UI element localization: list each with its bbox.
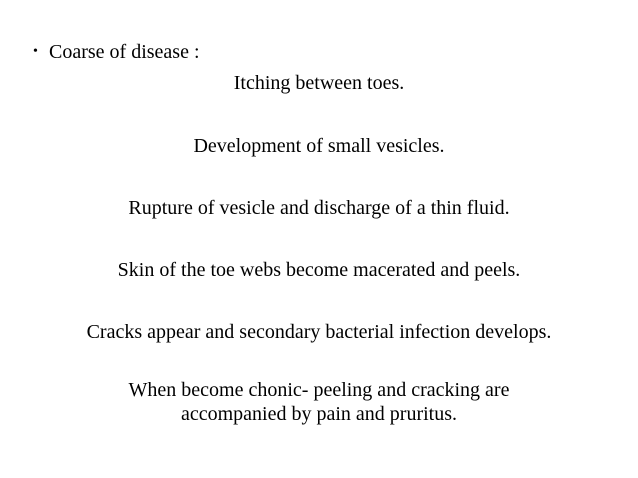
step-rupture: Rupture of vesicle and discharge of a thin fluid.	[128, 197, 510, 219]
step-vesicles: Development of small vesicles.	[193, 135, 445, 157]
step-cracks-infection: Cracks appear and secondary bacterial infection develops.	[86, 321, 552, 343]
bullet-icon: •	[33, 44, 38, 59]
bullet-heading	[33, 40, 200, 64]
step-chronic	[0, 378, 638, 426]
step-chronic-line-2: accompanied by pain and pruritus.	[180, 403, 458, 425]
step-chronic-line-1: When become chonic- peeling and cracking are	[128, 379, 510, 401]
step-itching: Itching between toes.	[233, 72, 405, 94]
heading-text: Coarse of disease :	[49, 41, 200, 63]
step-maceration: Skin of the toe webs become macerated and peels.	[117, 259, 521, 281]
